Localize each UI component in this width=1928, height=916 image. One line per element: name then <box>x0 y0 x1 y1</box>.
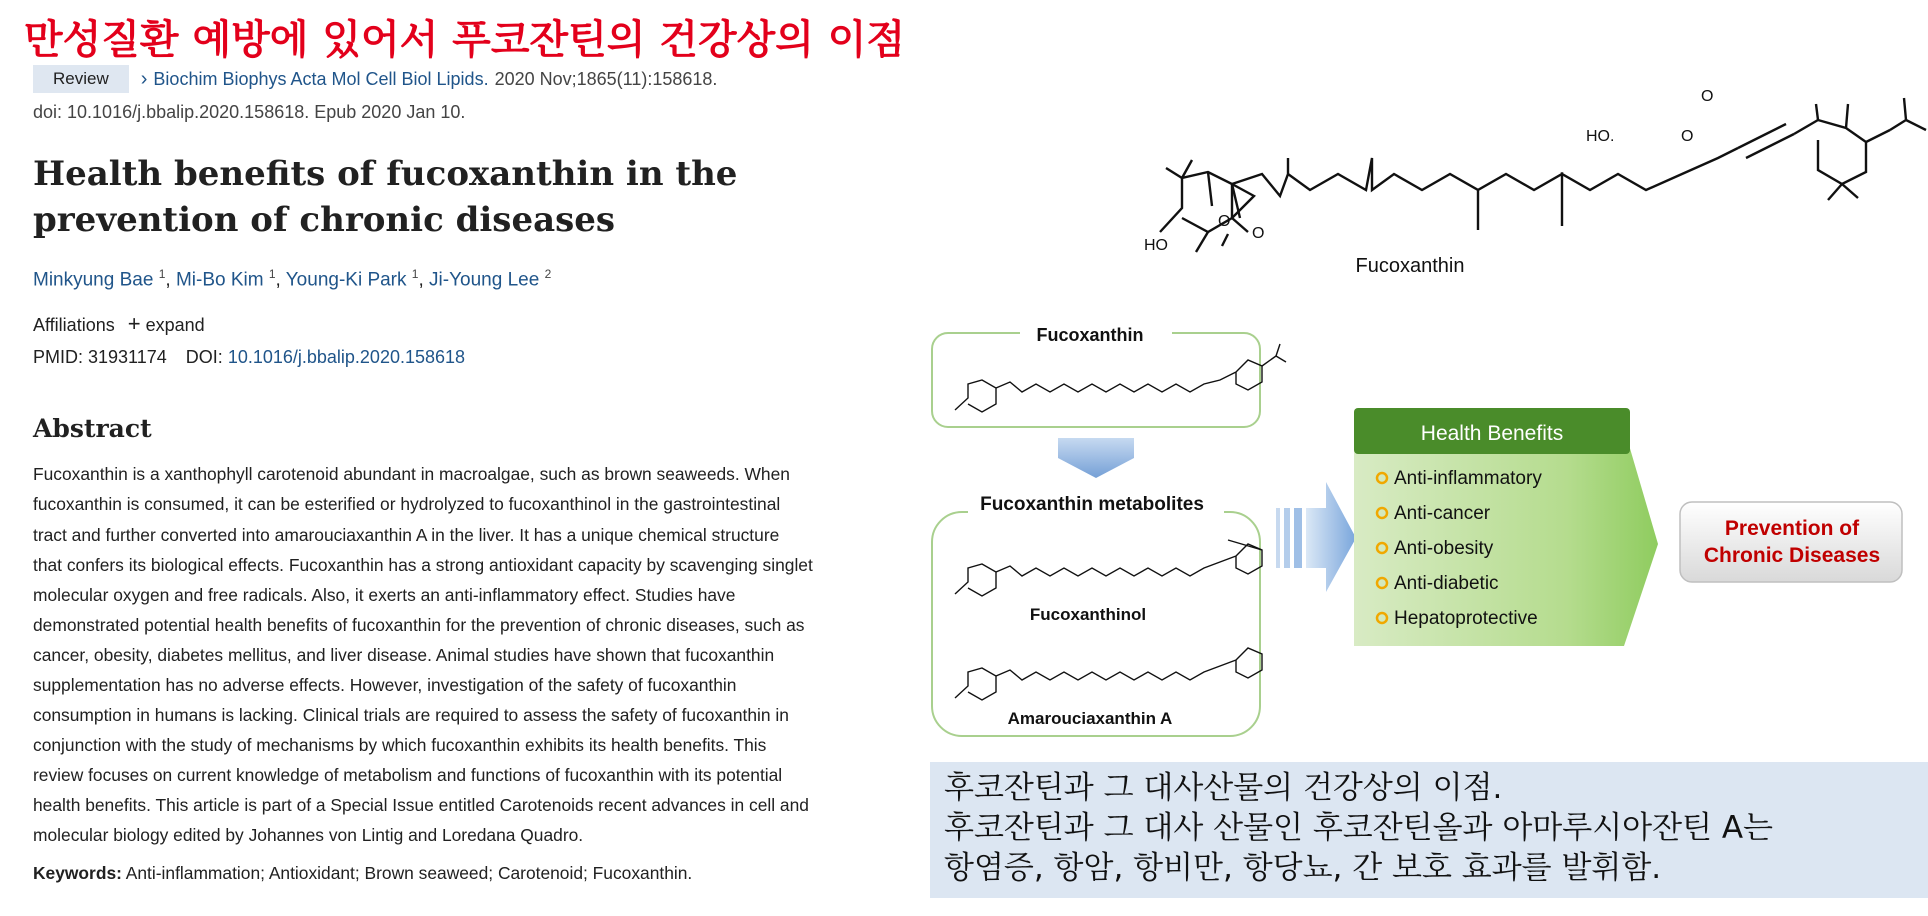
abstract-heading: Abstract <box>33 414 152 444</box>
affiliations-label: Affiliations <box>33 315 115 336</box>
fucoxanthin-structure <box>1160 98 1926 252</box>
abstract-line: review focuses on current knowledge of metabolism and functions of fucoxanthin with its potential <box>33 765 783 786</box>
abstract-line: fucoxanthin is consumed, it can be esterified or hydrolyzed to fucoxanthinol in the gastrointestinal <box>33 494 781 515</box>
top-ho-right-label: HO. <box>1586 128 1615 145</box>
benefit-item: Anti-diabetic <box>1394 573 1499 594</box>
author-link[interactable]: Young-Ki Park <box>285 269 407 291</box>
caption-line-2: 후코잔틴과 그 대사 산물인 후코잔틴올과 아마루시아잔틴 A는 <box>944 810 1773 846</box>
caption-line-3: 항염증, 항암, 항비만, 항당뇨, 간 보호 효과를 발휘함. <box>944 850 1662 886</box>
abstract-line: supplementation has no adverse effects. However, investigation of the safety of fucoxanthin <box>33 674 737 695</box>
chevron-right-icon[interactable]: › <box>140 67 148 90</box>
abstract-line: Fucoxanthin is a xanthophyll carotenoid abundant in macroalgae, such as brown seaweeds. When <box>33 464 790 485</box>
top-molecule-label: Fucoxanthin <box>1355 255 1465 277</box>
box1-title: Fucoxanthin <box>1036 325 1144 345</box>
benefit-item: Anti-obesity <box>1394 538 1494 559</box>
article-title: Health benefits of fucoxanthin in the prevention of chronic diseases <box>33 154 738 240</box>
journal-link[interactable]: Biochim Biophys Acta Mol Cell Biol Lipids. <box>153 68 489 89</box>
abstract-line: demonstrated potential health benefits of fucoxanthin for the prevention of chronic diseases, such as <box>33 614 805 635</box>
abstract-line: tract and further converted into amarouciaxanthin A in the liver. It has a unique chemical structure <box>33 524 780 545</box>
top-o-label-3: O <box>1681 128 1694 145</box>
doi-link[interactable]: 10.1016/j.bbalip.2020.158618 <box>227 347 466 368</box>
prevention-box <box>1680 502 1902 582</box>
abstract-line: consumption in humans is lacking. Clinical trials are required to assess the safety of fucoxanthin in <box>33 705 789 726</box>
arrow-right-icon <box>1276 482 1356 592</box>
pmid: PMID: 31931174 <box>33 347 167 368</box>
korean-caption <box>930 762 1928 898</box>
abstract-line: molecular biology edited by Johannes von Lintig and Loredana Quadro. <box>33 825 584 846</box>
author-affiliation-number[interactable]: 1 <box>268 267 276 281</box>
author-link[interactable]: Mi-Bo Kim <box>175 269 264 291</box>
slide-title: 만성질환 예방에 있어서 푸코잔틴의 건강상의 이점 <box>24 17 906 63</box>
caption-line-1: 후코잔틴과 그 대사산물의 건강상의 이점. <box>944 770 1503 806</box>
metabolite-2-label: Amarouciaxanthin A <box>1007 709 1173 728</box>
keywords-label: Keywords: <box>33 862 122 883</box>
abstract-line: cancer, obesity, diabetes mellitus, and liver disease. Animal studies have shown that fucoxanthin <box>33 644 775 665</box>
author-list: Minkyung Bae $^1$, Mi-Bo Kim $^1$, Young-Ki Park $^1$, Ji-Young Lee $^2$ <box>33 267 552 291</box>
chevron-down-icon <box>1058 438 1134 478</box>
benefit-item: Anti-cancer <box>1394 503 1491 524</box>
abstract-line: that confers its biological effects. Fucoxanthin has a strong antioxidant capacity by scavenging singlet <box>33 554 813 575</box>
top-o-label-2: O <box>1252 225 1265 242</box>
abstract-line: health benefits. This article is part of a Special Issue entitled Carotenoids recent advances in cell and <box>33 795 809 816</box>
metabolites-title: Fucoxanthin metabolites <box>980 494 1204 515</box>
doi-label: DOI: <box>185 347 223 368</box>
expand-icon[interactable]: + <box>127 311 141 337</box>
expand-button[interactable]: expand <box>145 315 205 336</box>
top-o-label-1: O <box>1218 213 1231 230</box>
abstract-line: molecular oxygen and free radicals. Also, it exerts an anti-inflammatory effect. Studies have <box>33 584 736 605</box>
metabolite-1-label: Fucoxanthinol <box>1029 605 1147 624</box>
metabolites-box <box>932 512 1260 736</box>
abstract-line: conjunction with the study of mechanisms by which fucoxanthin exhibits its health benefits. This <box>33 735 767 756</box>
benefit-item: Hepatoprotective <box>1394 608 1538 629</box>
benefit-item: Anti-inflammatory <box>1394 468 1542 489</box>
prevention-line-1: Prevention of <box>1724 517 1860 540</box>
author-affiliation-number[interactable]: 1 <box>411 267 419 281</box>
doi-epub-line: doi: 10.1016/j.bbalip.2020.158618. Epub 2020 Jan 10. <box>33 102 466 122</box>
citation-date: 2020 Nov;1865(11):158618. <box>494 68 718 89</box>
top-ho-left-label: HO <box>1144 237 1168 254</box>
author-affiliation-number[interactable]: 1 <box>158 267 166 281</box>
author-affiliation-number[interactable]: 2 <box>544 267 552 281</box>
review-badge: Review <box>33 65 129 93</box>
prevention-line-2: Chronic Diseases <box>1703 544 1881 567</box>
benefits-title: Health Benefits <box>1420 422 1564 445</box>
keywords-text: Anti-inflammation; Antioxidant; Brown seaweed; Carotenoid; Fucoxanthin. <box>125 862 693 883</box>
top-o-label-4: O <box>1701 88 1714 105</box>
author-link[interactable]: Minkyung Bae <box>33 269 154 291</box>
author-link[interactable]: Ji-Young Lee <box>429 269 540 291</box>
